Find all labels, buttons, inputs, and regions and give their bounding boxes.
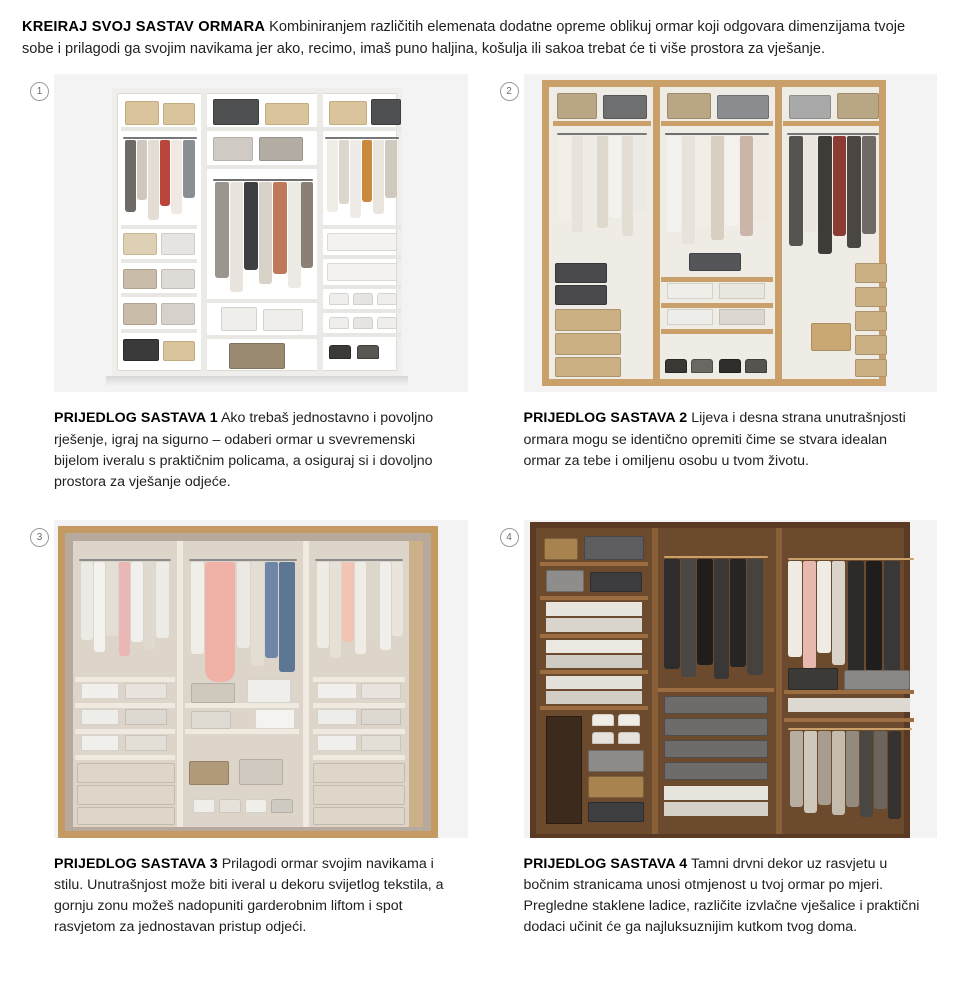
proposal-caption-4 <box>524 854 924 939</box>
proposal-text-1: Ako trebaš jednostavno i povoljno rješenje, igraj na sigurno – odaberi ormar u svevremenski bijelom iveralu s praktičnim policama, a osiguraj si i dovoljno prostora za vješanje odjeće. <box>54 410 434 491</box>
intro-text: Kombiniranjem različitih elemenata dodatne opreme oblikuj ormar koji odgovara dimenzijama tvoje sobe i prilagodi ga svojim navikama jer ako, recimo, imaš puno haljina, košulja ili sakoa trebat će ti više prostora za vješanje. <box>22 19 906 58</box>
wardrobe-illustration-dark-wood <box>524 520 938 838</box>
intro-lead: KREIRAJ SVOJ SASTAV ORMARA <box>22 19 266 35</box>
proposal-title-2: PRIJEDLOG SASTAVA 2 <box>523 410 688 427</box>
proposal-caption-2 <box>524 408 924 472</box>
proposal-text-3: Prilagodi ormar svojim navikama i stilu. Unutrašnjost može biti iveral u dekoru svijetlog tekstila, a gornju zonu možeš nadopuniti garderobnim liftom i spot rasvjetom za jednostavan pristup odjeći. <box>54 855 444 936</box>
proposal-card-4 <box>492 520 938 959</box>
proposal-number-badge: 3 <box>30 528 49 547</box>
wardrobe-image-2 <box>524 74 938 392</box>
proposal-title-4: PRIJEDLOG SASTAVA 4 <box>523 855 688 872</box>
proposal-card-1 <box>22 74 468 513</box>
wardrobe-illustration-white <box>54 74 468 392</box>
proposal-text-2: Lijeva i desna strana unutrašnjosti ormara mogu se identično opremiti čime se stvara idealan ormar za tebe i omiljenu osobu u tvom životu. <box>523 410 906 469</box>
wardrobe-illustration-oak <box>524 74 938 392</box>
proposal-card-3 <box>22 520 468 959</box>
proposal-text-4: Tamni drvni dekor uz rasvjetu u bočnim stranicama unosi otmjenost u tvoj ormar po mjeri. Pregledne staklene ladice, različite izvlačne vješalice i praktični dodaci učinit će ga najluksuznijim kutkom tvog doma. <box>523 855 920 936</box>
proposal-card-2 <box>492 74 938 513</box>
wardrobe-image-3 <box>54 520 468 838</box>
proposal-number-badge: 1 <box>30 82 49 101</box>
proposal-number-badge: 2 <box>500 82 519 101</box>
proposal-number-badge: 4 <box>500 528 519 547</box>
proposal-title-3: PRIJEDLOG SASTAVA 3 <box>54 855 218 872</box>
wardrobe-image-4 <box>524 520 938 838</box>
wardrobe-image-1 <box>54 74 468 392</box>
intro-paragraph <box>22 16 937 60</box>
proposals-grid <box>22 74 937 958</box>
wardrobe-illustration-light-textile <box>54 520 468 838</box>
proposal-caption-1 <box>54 408 454 493</box>
proposal-title-1: PRIJEDLOG SASTAVA 1 <box>54 410 218 427</box>
proposal-caption-3 <box>54 854 454 939</box>
